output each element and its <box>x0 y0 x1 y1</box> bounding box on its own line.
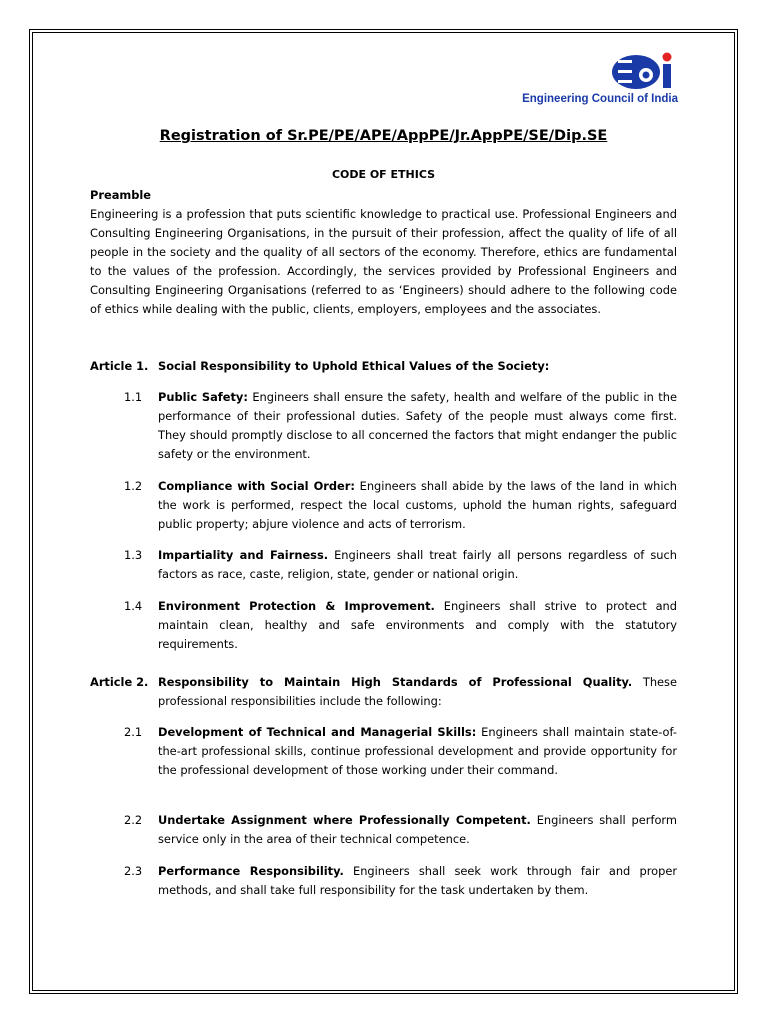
item-heading: Performance Responsibility. <box>158 864 344 878</box>
item-1-1-text <box>158 388 677 464</box>
eci-logo-icon <box>606 50 676 92</box>
item-number: 1.3 <box>124 548 143 562</box>
item-1-2-text <box>158 477 677 534</box>
article-2-title: Responsibility to Maintain High Standards of Professional Quality. <box>158 675 633 689</box>
code-of-ethics-title: CODE OF ETHICS <box>331 168 436 181</box>
article-2-label: Article 2. <box>90 675 149 689</box>
item-body: Engineers shall treat fairly all persons regardless of such factors as race, caste, religion, state, gender or national origin. <box>158 548 678 582</box>
item-heading: Compliance with Social Order: <box>158 479 355 493</box>
item-heading: Environment Protection & Improvement. <box>158 599 435 613</box>
item-number: 1.1 <box>124 390 143 404</box>
org-name: Engineering Council of India <box>522 93 678 105</box>
item-body: Engineers shall ensure the safety, health and welfare of the public in the performance of their professional duties. Safety of the people must always come first. They should promptly disclose to all concerned the factors that might endanger the public safety or the environment. <box>158 390 677 462</box>
article-1-label: Article 1. <box>90 359 149 373</box>
item-body: Engineers shall abide by the laws of the land in which the work is performed, respect the local customs, uphold the human rights, safeguard public property; abjure violence and acts of terrorism. <box>158 479 678 532</box>
item-2-2-text <box>158 811 677 849</box>
document-title: Registration of Sr.PE/PE/APE/AppPE/Jr.AppPE/SE/Dip.SE <box>159 128 608 144</box>
item-heading: Public Safety: <box>158 390 248 404</box>
item-heading: Development of Technical and Managerial Skills: <box>158 725 477 739</box>
item-heading: Impartiality and Fairness. <box>158 548 329 562</box>
preamble-text: Engineering is a profession that puts scientific knowledge to practical use. Professional Engineers and Consulting Engineering Organisations, in the pursuit of their profession, affect the quality of life of all people in the society and the quality of all sectors of the economy. Therefore, ethics are fundamental to the values of the profession. Accordingly, the services provided by Professional Engineers and Consulting Engineering Organisations (referred to as ‘Engineers) should adhere to the following code of ethics while dealing with the public, clients, employers, employees and the associates. <box>90 207 677 317</box>
item-number: 1.2 <box>124 479 143 493</box>
preamble-heading: Preamble <box>90 188 152 202</box>
item-body: Engineers shall perform service only in the area of their technical competence. <box>158 813 678 847</box>
item-1-3-text <box>158 546 677 584</box>
item-body: Engineers shall maintain state-of-the-art professional skills, continue professional development and provide opportunity for the professional development of those working under their command. <box>158 725 677 778</box>
item-number: 2.1 <box>124 725 143 739</box>
item-number: 1.4 <box>124 599 143 613</box>
item-body: Engineers shall seek work through fair and proper methods, and shall take full responsibility for the task undertaken by them. <box>158 864 678 898</box>
item-number: 2.2 <box>124 813 143 827</box>
item-number: 2.3 <box>124 864 143 878</box>
article-2-intro: These professional responsibilities include the following: <box>158 675 678 709</box>
item-body: Engineers shall strive to protect and maintain clean, healthy and safe environments and comply with the statutory requirements. <box>158 599 677 652</box>
article-1-title: Social Responsibility to Uphold Ethical Values of the Society: <box>158 359 550 373</box>
item-1-4-text <box>158 597 677 654</box>
item-heading: Undertake Assignment where Professionally Competent. <box>158 813 531 827</box>
item-2-1-text <box>158 723 677 780</box>
article-2-title-text <box>158 673 677 711</box>
item-2-3-text <box>158 862 677 900</box>
